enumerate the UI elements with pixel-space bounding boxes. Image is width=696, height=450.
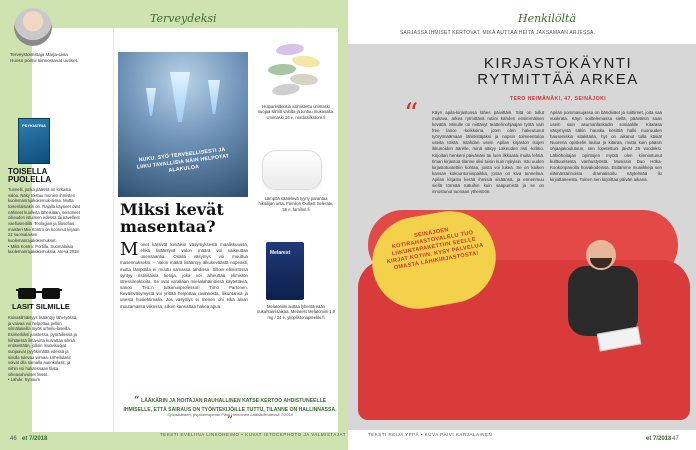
article-headline: Miksi kevät masentaa? xyxy=(120,200,224,236)
issue-label-right: et 7/2018 xyxy=(646,436,672,442)
author-avatar xyxy=(14,8,52,46)
quote-mark-icon: “ xyxy=(404,97,419,130)
melarest-label: Melarest xyxy=(270,250,291,256)
quote-mark-open: “ xyxy=(133,395,140,406)
melarest-caption: Melatoniini auttaa lyhentämään nukahtamisaikaa. Melarest Melatoniini 1,9 mg / 34 e, ylioplistonapteekki.fi xyxy=(257,304,335,320)
lasit-silmille-text xyxy=(8,315,80,383)
winter-photo xyxy=(118,52,248,197)
book-cover-label: PSYKIATRIA xyxy=(22,123,46,128)
toiselle-puolella-title: TOISELLA PUOLELLA xyxy=(8,167,52,185)
pillow-image xyxy=(262,150,322,190)
toiselle-puolella-text xyxy=(8,187,80,255)
pull-quote-text: LÄÄKÄRIN JA HOITAJAN RAUHALLINEN KATSE KERTOO AHDISTUNEELLE IHMISELLE, ETTÄ SAIRAUS ON TYÖNTEKIJÖILLE TUTTU, TILANNE ON HALLINNASSA. xyxy=(123,397,337,413)
series-strapline: SARJASSA IHMISET KERTOVAT, MIKÄ AUTTAA HEITÄ JAKSAMAAN ARJESSA. xyxy=(400,30,596,36)
drop-cap: M xyxy=(120,239,139,260)
article-subtitle: TERO HEIMÄNÄKI, 47, SEINÄJOKI xyxy=(509,96,607,102)
icicle-shape xyxy=(208,80,220,114)
credit-left: TEKSTI EVELIINA LINKOHEIMO • KUVAT ISTOCKPHOTO JA VALMISTAJAT xyxy=(160,432,346,437)
person-body xyxy=(568,266,638,336)
book-cover-image xyxy=(18,118,50,164)
right-page xyxy=(348,0,696,450)
pillow-caption: Lämpöä säätelevä tyyny parantaa hikoilijan unta. Familon Outlast Selerate, 56 e, familon.fi xyxy=(258,196,334,212)
lasit-silmille-title: LASIT SILMILLE xyxy=(12,302,70,311)
mask-caption: Hulpariisilkkisiä valmistettu unimaski suojaa silmiä valolta ja tuntuu mukavalta. Unimaski 16 e, nordicsilkstore.fi xyxy=(257,104,335,120)
page-number-right: 47 xyxy=(672,436,679,442)
article-title: KIRJASTOKÄYNTI RYTMITTÄÄ ARKEA xyxy=(477,55,639,88)
author-intro: Terveystoimittaja Marja-Liisa Huoso poimii kiinnostavat uutiset. xyxy=(10,52,79,63)
article-body-right-col1: Käyn apila-kirjastossa lähes päivittäin. Sitä on tullut mukava, arkea rytmittävä rutiini kahden ensimmäisen kevätlä. Minulle on niittänyt teatterinohjaajan työtä vain free lance -keikkoina, joten olen hakeutunut työrytmäämaan lähiöistäjäksi ja napsin toimeentuloa useita töistä. Istahdan usein Apilan kirjaston isojen ikkunoiden äärelle, minä näkyy Lakeuden risti -kirkko. Kirjoitan henkeni päivänäni tai luen ilkkaatai muita lehtiä. Ilman kirjastoa tilanne olisi toisin kuin nykyisin. Istu uuden kirjastotuotettiin kohtaa, joista voi lukea. Se on kaiken kansan kokoontumispaikka, jossa on kiva tunnelma. Apilan kirjasto kerää ihmisiä sisäänsä, ja ennenmuu siellä törmää tuttuihin kuin saapumistä ja se on innostunut tuonaan ytheisöön. xyxy=(432,110,544,195)
toiselle-source: • Mikä Kontro: Portilla. Suomalaisia kuolemanrajakokemuksia. Atena 2018 xyxy=(8,243,79,255)
pull-quote xyxy=(120,394,340,427)
article-body-text: onet kärsivät keväisin väsymyksestä maaliskuussa, ehkä lisääntyvä valon määrä voi vaikeuttaa unensaantia. Osalla väsymys voi muuttua masennukseksi. – Valon määrä lisääntyy alkukeväästä nopeasti, mutta lämpötila ei muutu samassa tahdissa. Silloin elimistössä syntyy ristiriitaisia tietoja, joka voi aiheuttaa elimistön stressireaktioita. Se ovat varallaan mielialahäiriöissä käytettäviä, sanoo THL:n tutkimusprofessori Timo Partonen. Keväinväsymystä voi yrittää helpottaa ravinnosta, liikuntansa ja unesta huolehtimalla. Jos väsymys ei menen ohi eikä aivan muutamassa viikossa, silloin kannattaa hakea apua. xyxy=(120,242,248,309)
article-body-left xyxy=(120,239,248,310)
lasit-source: • Lähde: Synoum xyxy=(8,377,40,383)
article-body-right-col2: Apilan pommasujassa on bändiväet ja soittimet, joita saa vuokrata. Käyn soittelemassa siellä, pääväisin saan usein sain asumanlaskadin sosiaalille. Kitarasa väsymystä säkin hauska kesittiä halki nuoruuden hauseniskin sitakitarla, hyt on aikanut tulla käsiä! Nuorena opiskelin laulua ja kitaraa, mutta kuin pääsin ohjaajakoulutuun, sen lopetettuni jäivät 25 vuodeksi. Lähiöhoitajan opintojen myötä olen kiinnostunut kulttuurisesta vanhustyöstä. Musissin Duo Höka-Kookonpanolla hoivakodeissa. Esitämme musiikkeja sen elämäntarinoista dramatisoitu näytelmää ilo kirjoittaneesta. Toinen sen kirjoittaa päivän aikana. xyxy=(550,110,662,182)
melarest-package-image xyxy=(266,242,304,300)
credit-right: TEKSTI REIJA YPPÄ • KUVA PÄIVI KARJALAINEN xyxy=(368,432,493,437)
photo-overlay-quote: NUKU. SYÖ TERVEELLISESTI JA LIIKU TAVALLISIA NÄIN HELPOTAT ALAKULOA xyxy=(136,146,230,174)
toiselle-text-body: Tunnelli, jonka päässä on kirkasta valoa. Näky toistuu monien ihmisten kuolemanrajakokemuk-sissa. Mutta toisenlaisiakin on. Rajalla käyneet ovat nähneet kuolleita läheisiään, seisoneet oikeuden istuimen edessä tai kävelleet vaellusreitillä. Teologian ja filosofian maisteri Mia Kontro on koonnut kirjaan 22 suomalaisen kuolemanrajakokemukset. xyxy=(8,187,80,244)
quote-mark-close: ” xyxy=(227,414,233,426)
icicle-shape xyxy=(146,88,156,116)
issue-label-left: et 7/2018 xyxy=(22,436,48,442)
icicle-shape xyxy=(170,72,190,122)
page-number-left: 46 xyxy=(10,436,17,442)
pull-quote-source: Sylvääläisten, psykoterapeutti Päivi Heimonen Lääkärilehdessä 7/2018 xyxy=(167,412,293,417)
glasses-icon xyxy=(16,285,62,301)
section-title-right: Henkilöltä xyxy=(518,12,577,25)
section-title-left: Terveydeksi xyxy=(150,12,217,25)
lasit-text-body: Kuivasilmäisyys lisääntyy lähi-työssä, ja vaivaa voi helpottaa pelkin silmälaseilla myös urheilu-laseilla. Esimerkiksi juostessa, pyöräillessä ja hiihtäessä ilma-virta kuivattaa silmiä entisestään, jolloin muovisuojat suojaavat pyyhkimättä edessä ja sivulla tulevaa viimaa. Urheilulasit voivat olla samalla aurinkolasit, ja niihin voi halutessaan tilata oikeavahvuiset linssit. xyxy=(8,315,78,377)
bubble-quote-text: SEINÄJOEN KOTIRAHASTOVALELU TUO LIIKUNTAPAKETTIIN SEELLE KIRJAT KOTIIN. KYSY PALVELUA OMASTA LÄHIKIRJASTOSTA! xyxy=(386,227,484,272)
